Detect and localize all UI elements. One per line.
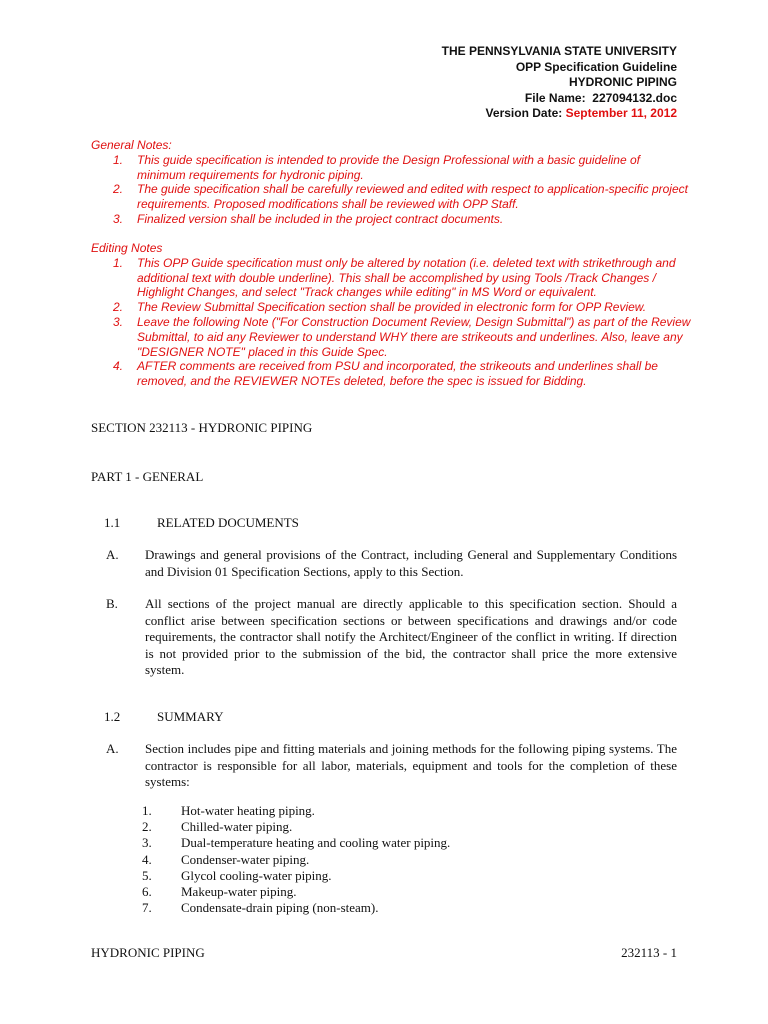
note-number: 2. (113, 182, 124, 197)
editing-note-item (91, 256, 691, 300)
list-item-number: 3. (142, 835, 152, 851)
paragraph-text: All sections of the project manual are directly applicable to this specification section. Should a conflict arise between specification sections or between specifications and drawings and/or code requirements, the contractor shall notify the Architect/Engineer of the conflict in writing. If direction is not provided prior to the submission of the bid, the contractor shall price the more extensive system. (145, 596, 677, 677)
note-number: 4. (113, 359, 124, 374)
document-header (442, 44, 677, 122)
general-notes-list (91, 153, 691, 227)
list-item-number: 2. (142, 819, 152, 835)
file-name-value: 227094132.doc (592, 90, 677, 105)
general-note-item (91, 153, 691, 183)
list-item-text: Chilled-water piping. (181, 819, 293, 835)
paragraph-text: Drawings and general provisions of the Contract, including General and Supplementary Conditions and Division 01 Specification Sections, apply to this Section. (145, 547, 677, 579)
general-note-item (91, 182, 691, 212)
editing-note-item (91, 359, 691, 389)
note-number: 2. (113, 300, 124, 315)
list-item-text: Condenser-water piping. (181, 851, 310, 867)
page-number: 232113 - 1 (621, 945, 677, 960)
note-text: The Review Submittal Specification section shall be provided in electronic form for OPP Review. (137, 300, 647, 315)
editing-notes (91, 241, 691, 389)
list-item-number: 1. (142, 803, 152, 818)
version-date-value: September 11, 2012 (565, 106, 677, 120)
note-text: The guide specification shall be carefully reviewed and edited with respect to application-specific project requirements. Proposed modifications shall be reviewed with OPP Staff. (137, 182, 688, 212)
list-item-text: Makeup-water piping. (181, 883, 297, 899)
note-number: 3. (113, 314, 124, 329)
note-text: This guide specification is intended to provide the Design Professional with a basic guideline of minimum requirements for hydronic piping. (137, 152, 640, 182)
part-title: PART 1 - GENERAL (91, 469, 204, 484)
list-item-number: 7. (142, 900, 152, 916)
file-name-line (442, 91, 677, 107)
note-text: AFTER comments are received from PSU and incorporated, the strikeouts and underlines shall be removed, and the REVIEWER NOTEs deleted, before the spec is issued for Bidding. (137, 359, 658, 389)
university-name: THE PENNSYLVANIA STATE UNIVERSITY (441, 44, 677, 58)
editing-note-item (91, 315, 691, 359)
header-topic: HYDRONIC PIPING (568, 75, 677, 89)
general-note-item (91, 212, 691, 227)
version-date-label: Version Date: (485, 106, 563, 120)
list-item-text: Dual-temperature heating and cooling water piping. (181, 835, 451, 851)
file-name-label: File Name: (524, 90, 586, 105)
list-item-number: 6. (142, 883, 152, 899)
note-text: Leave the following Note ("For Construction Document Review, Design Submittal") as part of the Review Submittal, to aid any Reviewer to understand WHY there are strikeouts and underlines. Also, leave any "DESIGNER NOTE" placed in this Guide Spec. (137, 314, 691, 359)
general-notes-title: General Notes: (91, 138, 172, 152)
editing-notes-list (91, 256, 691, 389)
paragraph-text: Section includes pipe and fitting materials and joining methods for the following piping systems. The contractor is responsible for all labor, materials, equipment and tools for the completion of these systems: (145, 741, 677, 789)
guideline-title: OPP Specification Guideline (515, 59, 677, 74)
note-text: This OPP Guide specification must only be altered by notation (i.e. deleted text with strikethrough and additional text with double underline). This shall be accomplished by using Tools /Track Changes / Highlight Changes, and select "Track changes while editing" in MS Word or equivalent. (137, 255, 676, 300)
section-title: SECTION 232113 - HYDRONIC PIPING (91, 420, 313, 435)
article-number: 1.1 (104, 515, 121, 530)
article-title: RELATED DOCUMENTS (157, 515, 299, 530)
note-number: 1. (113, 152, 124, 167)
note-number: 1. (113, 255, 124, 270)
paragraph-label: A. (106, 741, 119, 756)
list-item-text: Glycol cooling-water piping. (181, 867, 332, 883)
article-number: 1.2 (104, 709, 121, 724)
general-notes (91, 138, 691, 227)
list-item-text: Hot-water heating piping. (181, 803, 315, 818)
editing-notes-title: Editing Notes (91, 241, 163, 255)
list-item-number: 4. (142, 851, 152, 867)
version-date-line (442, 106, 677, 122)
footer-title: HYDRONIC PIPING (91, 945, 205, 960)
paragraph-label: A. (106, 547, 119, 562)
list-item-number: 5. (142, 867, 152, 883)
note-number: 3. (113, 211, 124, 226)
list-item-text: Condensate-drain piping (non-steam). (181, 900, 379, 916)
note-text: Finalized version shall be included in the project contract documents. (137, 211, 504, 226)
paragraph-label: B. (106, 596, 118, 611)
editing-note-item (91, 300, 691, 315)
article-title: SUMMARY (157, 709, 224, 724)
